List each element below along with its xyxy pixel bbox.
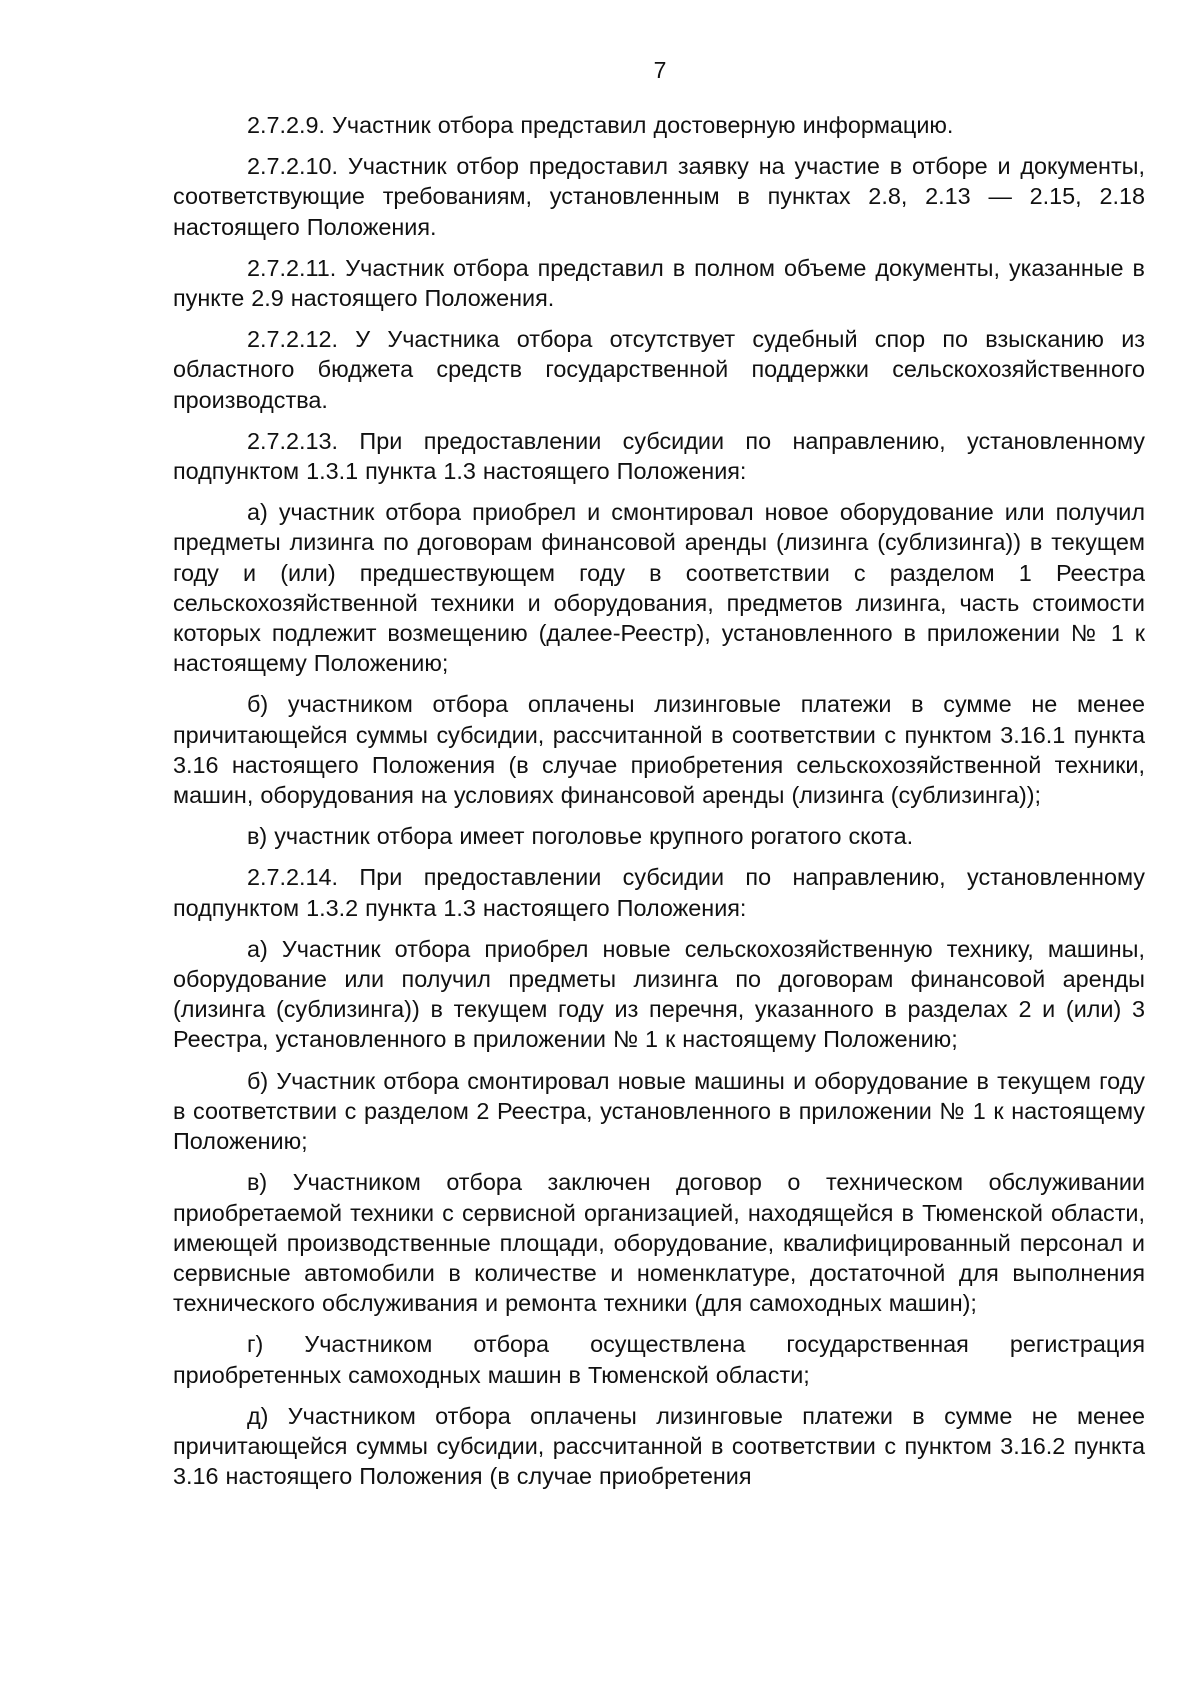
paragraph-2-7-2-13-b: б) участником отбора оплачены лизинговые платежи в сумме не менее причитающейся суммы субсидии, рассчитанной в соответствии с пунктом 3.16.1 пункта 3.16 настоящего Положения (в случае приобретения сельскохозяйственной техники, машин, оборудования на условиях финансовой аренды (лизинга (сублизинга)); bbox=[173, 691, 1145, 809]
document-body bbox=[173, 110, 1145, 1502]
paragraph-2-7-2-13: 2.7.2.13. При предоставлении субсидии по направлению, установленному подпунктом 1.3.1 пункта 1.3 настоящего Положения: bbox=[173, 427, 1145, 485]
paragraph-2-7-2-14-a: а) Участник отбора приобрел новые сельскохозяйственную технику, машины, оборудование или получил предметы лизинга по договорам финансовой аренды (лизинга (сублизинга)) в текущем году из перечня, указанного в разделах 2 и (или) 3 Реестра, установленного в приложении № 1 к настоящему Положению; bbox=[173, 935, 1145, 1053]
page-number: 7 bbox=[653, 57, 667, 83]
paragraph-2-7-2-13-a: а) участник отбора приобрел и смонтировал новое оборудование или получил предметы лизинга по договорам финансовой аренды (лизинга (сублизинга)) в текущем году и (или) предшествующем году в соответствии с разделом 1 Реестра сельскохозяйственной техники и оборудования, предметов лизинга, часть стоимости которых подлежит возмещению (далее-Реестр), установленного в приложении № 1 к настоящему Положению; bbox=[173, 499, 1145, 677]
paragraph-2-7-2-14-v: в) Участником отбора заключен договор о техническом обслуживании приобретаемой техники с сервисной организацией, находящейся в Тюменской области, имеющей производственные площади, оборудование, квалифицированный персонал и сервисные автомобили в количестве и номенклатуре, достаточной для выполнения технического обслуживания и ремонта техники (для самоходных машин); bbox=[173, 1169, 1145, 1317]
paragraph-2-7-2-12: 2.7.2.12. У Участника отбора отсутствует судебный спор по взысканию из областного бюджета средств государственной поддержки сельскохозяйственного производства. bbox=[173, 326, 1145, 413]
paragraph-2-7-2-14-b: б) Участник отбора смонтировал новые машины и оборудование в текущем году в соответствии с разделом 2 Реестра, установленного в приложении № 1 к настоящему Положению; bbox=[173, 1067, 1145, 1155]
paragraph-2-7-2-11: 2.7.2.11. Участник отбора представил в полном объеме документы, указанные в пункте 2.9 настоящего Положения. bbox=[173, 254, 1145, 312]
paragraph-2-7-2-13-v: в) участник отбора имеет поголовье крупного рогатого скота. bbox=[247, 823, 914, 850]
paragraph-2-7-2-14: 2.7.2.14. При предоставлении субсидии по направлению, установленному подпунктом 1.3.2 пункта 1.3 настоящего Положения: bbox=[173, 864, 1145, 921]
paragraph-2-7-2-10: 2.7.2.10. Участник отбор предоставил заявку на участие в отборе и документы, соответствующие требованиям, установленным в пунктах 2.8, 2.13 — 2.15, 2.18 настоящего Положения. bbox=[173, 153, 1145, 240]
paragraph-2-7-2-14-d: д) Участником отбора оплачены лизинговые платежи в сумме не менее причитающейся суммы субсидии, рассчитанной в соответствии с пунктом 3.16.2 пункта 3.16 настоящего Положения (в случае приобретения bbox=[173, 1402, 1145, 1490]
paragraph-2-7-2-14-g: г) Участником отбора осуществлена государственная регистрация приобретенных самоходных машин в Тюменской области; bbox=[173, 1331, 1145, 1388]
paragraph-2-7-2-9: 2.7.2.9. Участник отбора представил достоверную информацию. bbox=[247, 112, 954, 138]
